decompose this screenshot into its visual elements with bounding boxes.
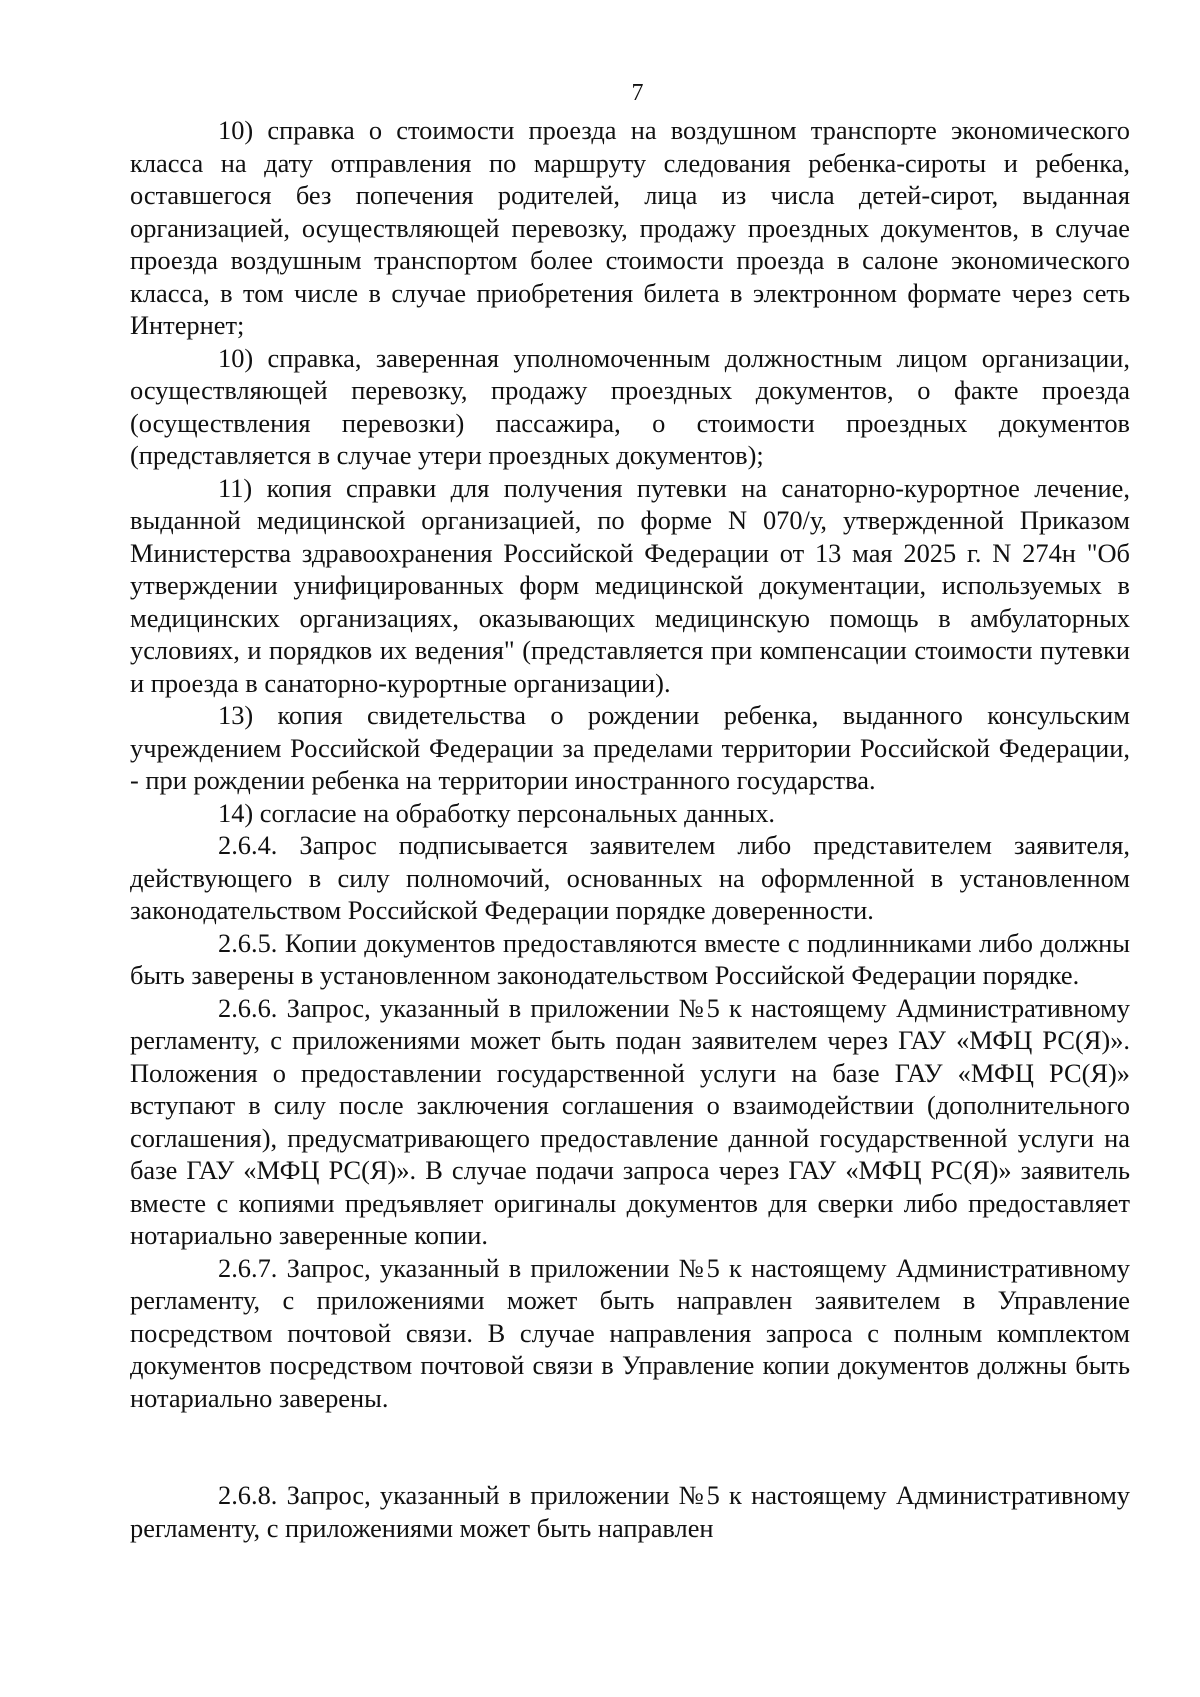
document-body xyxy=(130,114,1130,1544)
paragraph-item-14: 14) согласие на обработку персональных данных. xyxy=(218,797,775,828)
paragraph-2-6-5: 2.6.5. Копии документов предоставляются вместе с подлинниками либо должны быть заверены в установленном законодательством Российской Федерации порядке. xyxy=(130,927,1130,990)
paragraph-item-10-certificate: 10) справка, заверенная уполномоченным должностным лицом организации, осуществляющей перевозку, продажу проездных документов, о факте проезда (осуществления перевозки) пассажира, о стоимости проездных документов (представляется в случае утери проездных документов); xyxy=(130,342,1130,470)
paragraph-2-6-7: 2.6.7. Запрос, указанный в приложении №5 к настоящему Административному регламенту, с приложениями может быть направлен заявителем в Управление посредством почтовой связи. В случае направления запроса с полным комплектом документов посредством почтовой связи в Управление копии документов должны быть нотариально заверены. xyxy=(130,1252,1130,1413)
paragraph-item-13: 13) копия свидетельства о рождении ребенка, выданного консульским учреждением Российской Федерации за пределами территории Российской Федерации, - при рождении ребенка на территории иностранного государства. xyxy=(130,700,1130,795)
paragraph-2-6-4: 2.6.4. Запрос подписывается заявителем либо представителем заявителя, действующего в силу полномочий, основанных на оформленной в установленном законодательством Российской Федерации порядке доверенности. xyxy=(130,830,1130,925)
paragraph-item-11: 11) копия справки для получения путевки на санаторно-курортное лечение, выданной медицинской организацией, по форме N 070/у, утвержденной Приказом Министерства здравоохранения Российской Федерации от 13 мая 2025 г. N 274н "Об утверждении унифицированных форм медицинской документации, используемых в медицинских организациях, оказывающих медицинскую помощь в амбулаторных условиях, и порядков их ведения" (представляется при компенсации стоимости путевки и проезда в санаторно-курортные организации). xyxy=(130,472,1130,698)
page-number: 7 xyxy=(631,80,644,106)
paragraph-2-6-8: 2.6.8. Запрос, указанный в приложении №5 к настоящему Административному регламенту, с приложениями может быть направлен xyxy=(130,1480,1130,1543)
paragraph-2-6-6: 2.6.6. Запрос, указанный в приложении №5 к настоящему Административному регламенту, с приложениями может быть подан заявителем через ГАУ «МФЦ РС(Я)». Положения о предоставлении государственной услуги на базе ГАУ «МФЦ РС(Я)» вступают в силу после заключения соглашения о взаимодействии (дополнительного соглашения), предусматривающего предоставление данной государственной услуги на базе ГАУ «МФЦ РС(Я)». В случае подачи запроса через ГАУ «МФЦ РС(Я)» заявитель вместе с копиями предъявляет оригиналы документов для сверки либо предоставляет нотариально заверенные копии. xyxy=(130,992,1130,1250)
paragraph-item-10-airfare: 10) справка о стоимости проезда на воздушном транспорте экономического класса на дату отправления по маршруту следования ребенка-сироты и ребенка, оставшегося без попечения родителей, лица из числа детей-сирот, выданная организацией, осуществляющей перевозку, продажу проездных документов, в случае проезда воздушным транспортом более стоимости проезда в салоне экономического класса, в том числе в случае приобретения билета в электронном формате через сеть Интернет; xyxy=(130,115,1130,340)
